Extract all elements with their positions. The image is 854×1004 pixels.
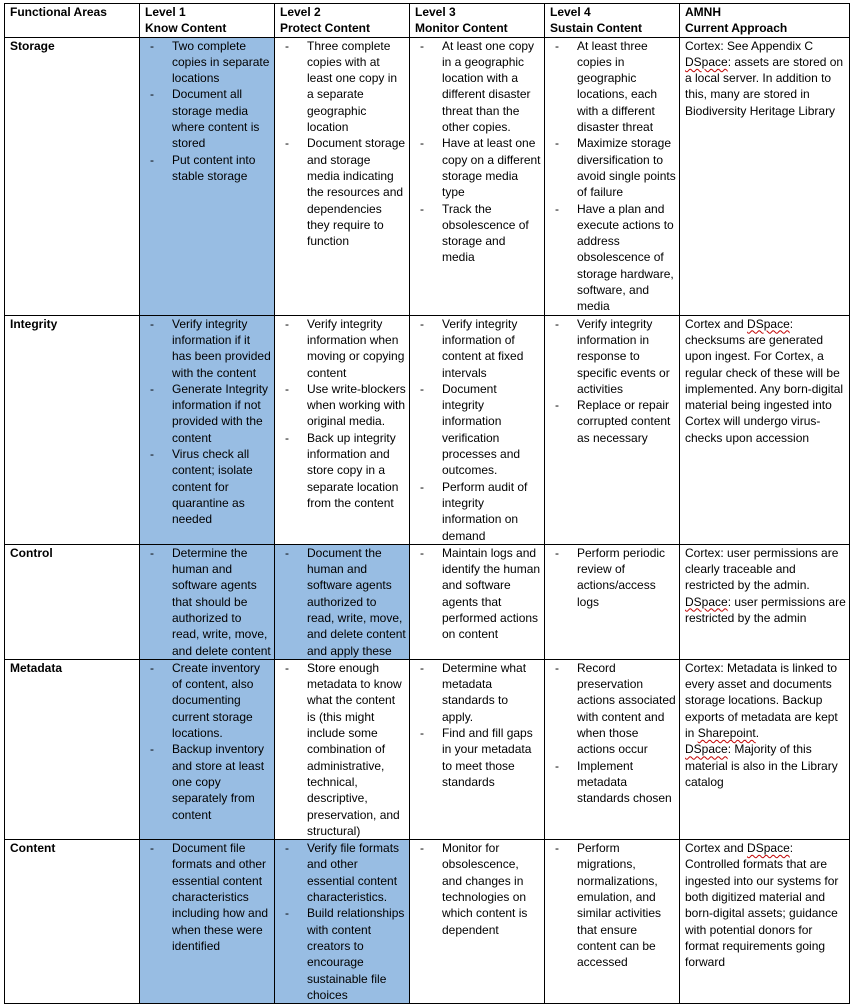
amnh-approach-cell	[680, 315, 850, 544]
functional-area-label: Content	[5, 840, 140, 1004]
level-1-cell	[140, 37, 275, 315]
requirement-item: - Replace or repair corrupted content as necessary	[550, 397, 676, 446]
requirement-item: - Build relationships with content creators to encourage sustainable file choices	[280, 905, 406, 1003]
preservation-levels-table	[4, 3, 850, 1004]
requirement-item: - Two complete copies in separate locations	[145, 38, 271, 87]
approach-text: Cortex: user permissions are clearly traceable and restricted by the admin.	[685, 545, 839, 593]
requirement-item: - Maximize storage diversification to avoid single points of failure	[550, 135, 676, 200]
level-4-cell	[545, 544, 680, 659]
area-row-control	[5, 544, 850, 659]
requirement-list	[280, 660, 406, 839]
requirement-list	[280, 38, 406, 250]
level-3-cell	[410, 840, 545, 1004]
header-level-3: Level 3 Monitor Content	[410, 4, 545, 38]
level-2-cell	[275, 544, 410, 659]
requirement-list	[145, 660, 271, 823]
requirement-item: - Have at least one copy on a different storage media type	[415, 135, 541, 200]
requirement-item: - Backup inventory and store at least one copy separately from content	[145, 741, 271, 822]
amnh-approach-cell	[680, 544, 850, 659]
spellcheck-underline: DSpace	[747, 316, 790, 331]
approach-text: DSpace: assets are stored on a local server. In addition to this, many are stored in Biodiversity Heritage Library	[685, 54, 844, 118]
level-3-cell	[410, 37, 545, 315]
requirement-list	[550, 38, 676, 315]
functional-area-label: Storage	[5, 37, 140, 315]
requirement-list	[145, 316, 271, 528]
header-amnh: AMNH Current Approach	[680, 4, 850, 38]
requirement-item: - Record preservation actions associated with content and when those actions occur	[550, 660, 676, 758]
requirement-item: - Virus check all content; isolate content for quarantine as needed	[145, 446, 271, 527]
area-row-content	[5, 840, 850, 1004]
approach-text: DSpace: Majority of this material is also in the Library catalog	[685, 742, 838, 789]
functional-area-label: Integrity	[5, 315, 140, 544]
requirement-list	[280, 840, 406, 1003]
requirement-list	[145, 840, 271, 954]
requirement-list	[280, 545, 406, 659]
approach-text: Cortex and DSpace: checksums are generated upon ingest. For Cortex, a regular check of these will be implemented. Any born-digital material being ingested into Cortex will undergo virus-checks upon accession	[685, 316, 844, 445]
area-row-metadata	[5, 659, 850, 839]
level-2-cell	[275, 840, 410, 1004]
requirement-item: - Determine the human and software agents that should be authorized to read, write, move, and delete content	[145, 545, 271, 659]
requirement-item: - Document the human and software agents authorized to read, write, move, and delete content and apply these	[280, 545, 406, 659]
level-3-cell	[410, 659, 545, 839]
requirement-list	[415, 660, 541, 790]
requirement-item: - At least three copies in geographic locations, each with a different disaster threat	[550, 38, 676, 136]
spellcheck-underline: DSpace	[685, 594, 728, 609]
approach-text: DSpace: user permissions are restricted by the admin	[685, 594, 846, 625]
requirement-item: - Generate Integrity information if not provided with the content	[145, 381, 271, 446]
requirement-list	[550, 840, 676, 970]
spellcheck-underline: DSpace	[685, 54, 728, 69]
level-1-cell	[140, 544, 275, 659]
requirement-item: - Determine what metadata standards to apply.	[415, 660, 541, 725]
level-3-cell	[410, 544, 545, 659]
requirement-item: - Document file formats and other essential content characteristics including how and when these were identified	[145, 840, 271, 954]
requirement-item: - Verify file formats and other essential content characteristics.	[280, 840, 406, 905]
level-4-cell	[545, 315, 680, 544]
requirement-item: - Document all storage media where content is stored	[145, 86, 271, 151]
requirement-item: - Back up integrity information and store copy in a separate location from the content	[280, 430, 406, 511]
requirement-item: - At least one copy in a geographic location with a different disaster threat than the other copies.	[415, 38, 541, 136]
amnh-approach-cell	[680, 659, 850, 839]
requirement-item: - Perform migrations, normalizations, emulation, and similar activities that ensure content can be accessed	[550, 840, 676, 970]
header-functional-areas: Functional Areas	[5, 4, 140, 38]
level-2-cell	[275, 315, 410, 544]
requirement-list	[415, 840, 541, 938]
spellcheck-underline: DSpace	[747, 841, 790, 856]
requirement-list	[145, 38, 271, 185]
spellcheck-underline: DSpace	[685, 742, 728, 757]
requirement-item: - Find and fill gaps in your metadata to meet those standards	[415, 725, 541, 790]
amnh-approach-cell	[680, 37, 850, 315]
level-1-cell	[140, 659, 275, 839]
spellcheck-underline: Sharepoint	[697, 726, 756, 741]
functional-area-label: Metadata	[5, 659, 140, 839]
approach-text: Cortex: Metadata is linked to every asset and documents storage locations. Backup exports of metadata are kept in Sharepoint.	[685, 660, 838, 741]
requirement-list	[415, 38, 541, 266]
functional-area-label: Control	[5, 544, 140, 659]
level-4-cell	[545, 659, 680, 839]
requirement-list	[550, 316, 676, 446]
requirement-list	[145, 545, 271, 659]
level-3-cell	[410, 315, 545, 544]
requirement-item: - Verify integrity information when moving or copying content	[280, 316, 406, 381]
requirement-item: - Verify integrity information of content at fixed intervals	[415, 316, 541, 381]
requirement-list	[415, 316, 541, 544]
requirement-item: - Have a plan and execute actions to address obsolescence of storage hardware, software, and media	[550, 201, 676, 315]
level-2-cell	[275, 659, 410, 839]
header-level-2: Level 2 Protect Content	[275, 4, 410, 38]
header-row	[5, 4, 850, 38]
approach-text: Cortex and DSpace: Controlled formats that are ingested into our systems for both digitized material and born-digital assets; guidance with potential donors for format requirements going forward	[685, 841, 839, 970]
header-level-4: Level 4 Sustain Content	[545, 4, 680, 38]
requirement-item: - Create inventory of content, also documenting current storage locations.	[145, 660, 271, 741]
requirement-item: - Maintain logs and identify the human and software agents that performed actions on content	[415, 545, 541, 643]
level-1-cell	[140, 840, 275, 1004]
area-row-storage	[5, 37, 850, 315]
level-4-cell	[545, 840, 680, 1004]
area-row-integrity	[5, 315, 850, 544]
level-4-cell	[545, 37, 680, 315]
requirement-item: - Store enough metadata to know what the content is (this might include some combination of administrative, technical, descriptive, preservation, and structural)	[280, 660, 406, 839]
amnh-approach-cell	[680, 840, 850, 1004]
requirement-list	[415, 545, 541, 643]
requirement-item: - Document integrity information verification processes and outcomes.	[415, 381, 541, 479]
requirement-item: - Implement metadata standards chosen	[550, 758, 676, 807]
level-2-cell	[275, 37, 410, 315]
level-1-cell	[140, 315, 275, 544]
requirement-list	[280, 316, 406, 512]
approach-text: Cortex: See Appendix C	[685, 38, 814, 53]
requirement-item: - Three complete copies with at least one copy in a separate geographic location	[280, 38, 406, 136]
requirement-list	[550, 660, 676, 807]
requirement-item: - Put content into stable storage	[145, 152, 271, 185]
requirement-list	[550, 545, 676, 610]
requirement-item: - Verify integrity information in response to specific events or activities	[550, 316, 676, 397]
header-level-1: Level 1 Know Content	[140, 4, 275, 38]
requirement-item: - Document storage and storage media indicating the resources and dependencies they require to function	[280, 135, 406, 249]
requirement-item: - Perform periodic review of actions/access logs	[550, 545, 676, 610]
requirement-item: - Verify integrity information if it has been provided with the content	[145, 316, 271, 381]
requirement-item: - Track the obsolescence of storage and media	[415, 201, 541, 266]
requirement-item: - Monitor for obsolescence, and changes in technologies on which content is dependent	[415, 840, 541, 938]
requirement-item: - Perform audit of integrity information on demand	[415, 479, 541, 544]
requirement-item: - Use write-blockers when working with original media.	[280, 381, 406, 430]
